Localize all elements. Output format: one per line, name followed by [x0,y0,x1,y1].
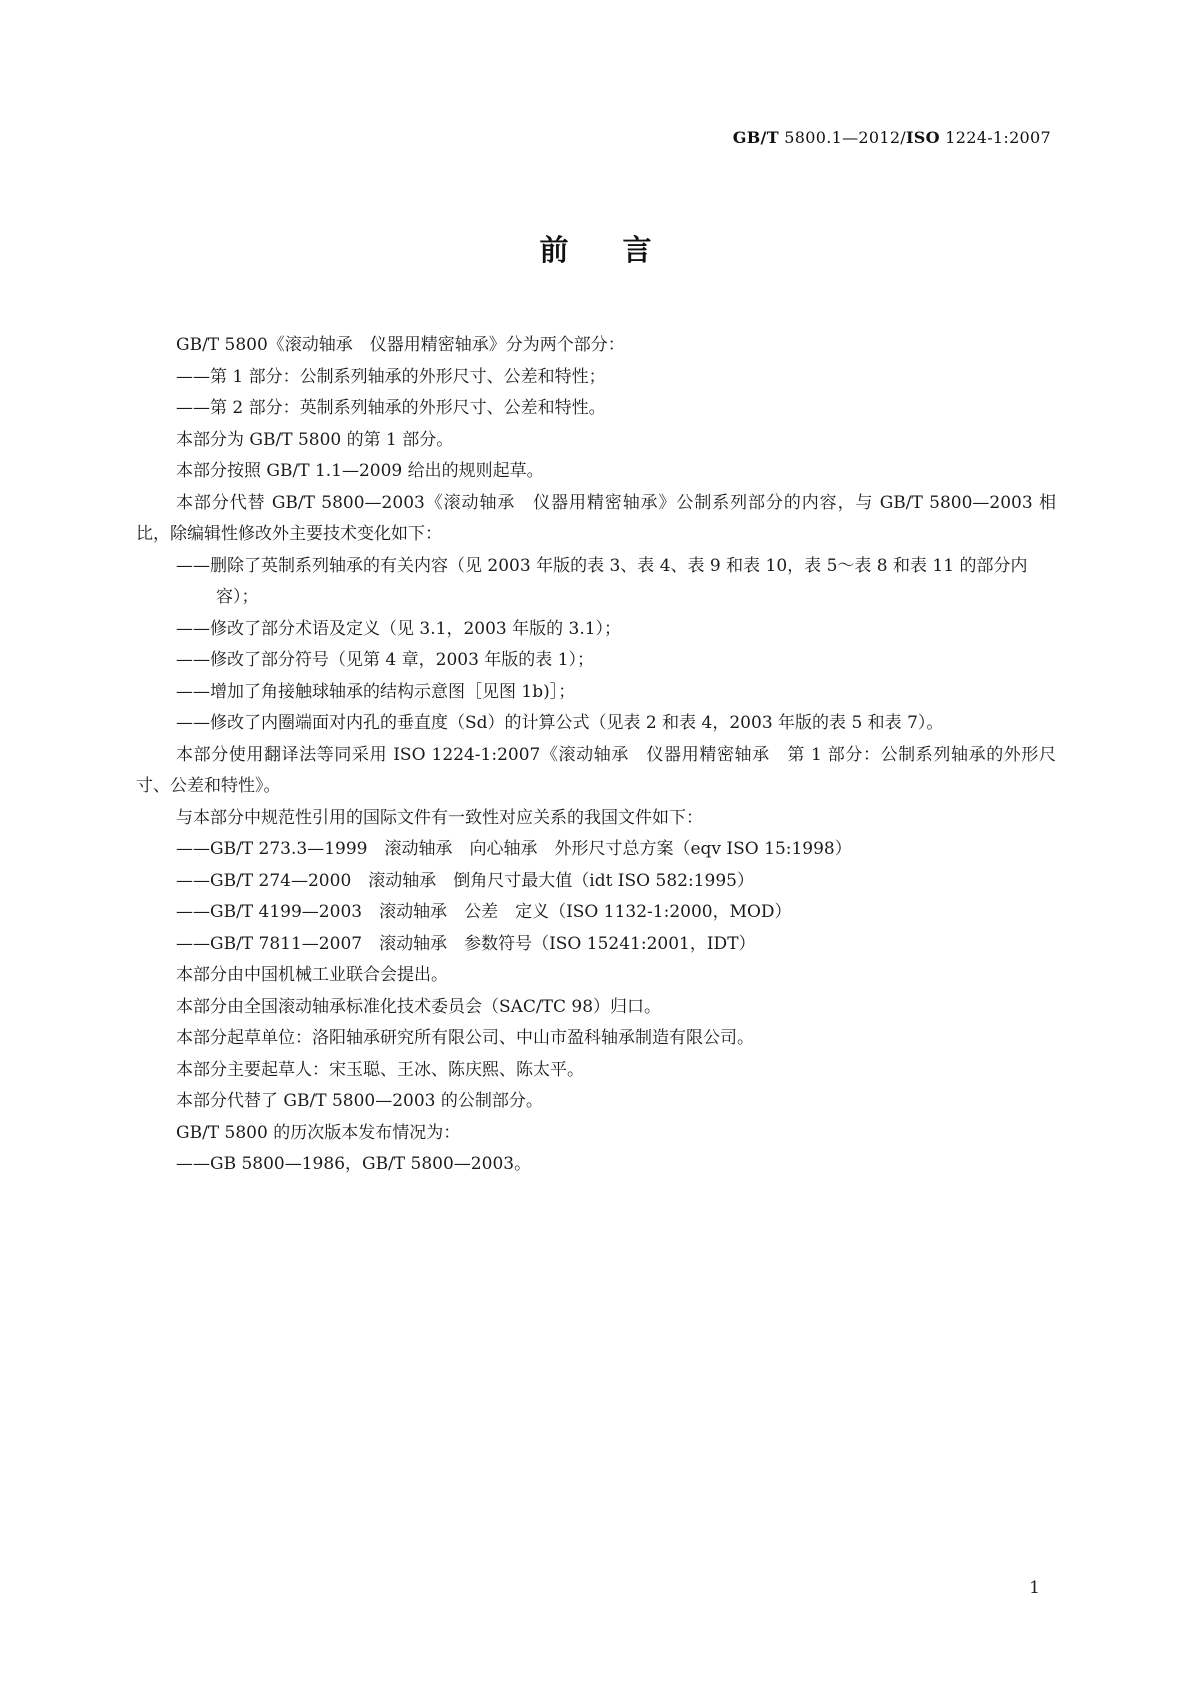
list-item: ——修改了部分符号（见第 4 章，2003 年版的表 1）； [176,650,595,670]
list-item: ——删除了英制系列轴承的有关内容（见 2003 年版的表 3、表 4、表 9 和表 10，表 5～表 8 和表 11 的部分内容）； [176,555,1028,607]
paragraph: 本部分起草单位：洛阳轴承研究所有限公司、中山市盈科轴承制造有限公司。 [176,1028,754,1048]
paragraph: 本部分主要起草人：宋玉聪、王冰、陈庆熙、陈太平。 [176,1059,584,1080]
page-number: 1 [1029,1578,1040,1598]
list-item: ——GB/T 273.3—1999 滚动轴承 向心轴承 外形尺寸总方案（eqv ISO 15:1998） [176,839,852,859]
paragraph: 本部分代替了 GB/T 5800—2003 的公制部分。 [176,1091,543,1111]
list-item: ——第 1 部分：公制系列轴承的外形尺寸、公差和特性； [176,366,606,387]
standard-prefix: GB/T [732,128,779,147]
paragraph: 本部分由全国滚动轴承标准化技术委员会（SAC/TC 98）归口。 [176,996,662,1017]
paragraph: 本部分使用翻译法等同采用 ISO 1224-1:2007《滚动轴承 仪器用精密轴承 第 1 部分：公制系列轴承的外形尺寸、公差和特性》。 [136,744,1056,796]
paragraph: 与本部分中规范性引用的国际文件有一致性对应关系的我国文件如下： [176,807,703,828]
list-item: ——第 2 部分：英制系列轴承的外形尺寸、公差和特性。 [176,398,606,418]
list-item: ——GB 5800—1986，GB/T 5800—2003。 [176,1154,532,1174]
iso-number: 1224-1:2007 [939,128,1051,147]
list-item: ——GB/T 4199—2003 滚动轴承 公差 定义（ISO 1132-1:2000，MOD） [176,902,792,922]
iso-prefix: ISO [906,128,940,147]
standard-number: 5800.1—2012/ [778,128,906,147]
paragraph: 本部分由中国机械工业联合会提出。 [176,965,448,985]
list-item: ——修改了部分术语及定义（见 3.1，2003 年版的 3.1）； [176,618,622,639]
list-item: ——GB/T 274—2000 滚动轴承 倒角尺寸最大值（idt ISO 582:1995） [176,870,754,891]
paragraph: GB/T 5800 的历次版本发布情况为： [176,1122,461,1143]
paragraph: 本部分代替 GB/T 5800—2003《滚动轴承 仪器用精密轴承》公制系列部分的内容，与 GB/T 5800—2003 相比，除编辑性修改外主要技术变化如下： [136,492,1056,544]
page-title: 前言 [539,233,706,267]
list-item: ——修改了内圈端面对内孔的垂直度（Sd）的计算公式（见表 2 和表 4，2003 年版的表 5 和表 7）。 [176,713,944,733]
paragraph: GB/T 5800《滚动轴承 仪器用精密轴承》分为两个部分： [176,335,625,355]
paragraph: 本部分为 GB/T 5800 的第 1 部分。 [176,429,454,450]
document-header [733,128,1051,147]
list-item: ——GB/T 7811—2007 滚动轴承 参数符号（ISO 15241:2001，IDT） [176,933,756,954]
paragraph: 本部分按照 GB/T 1.1—2009 给出的规则起草。 [176,461,544,481]
list-item: ——增加了角接触球轴承的结构示意图［见图 1b)］； [176,681,576,702]
preface-body [136,330,1056,1181]
